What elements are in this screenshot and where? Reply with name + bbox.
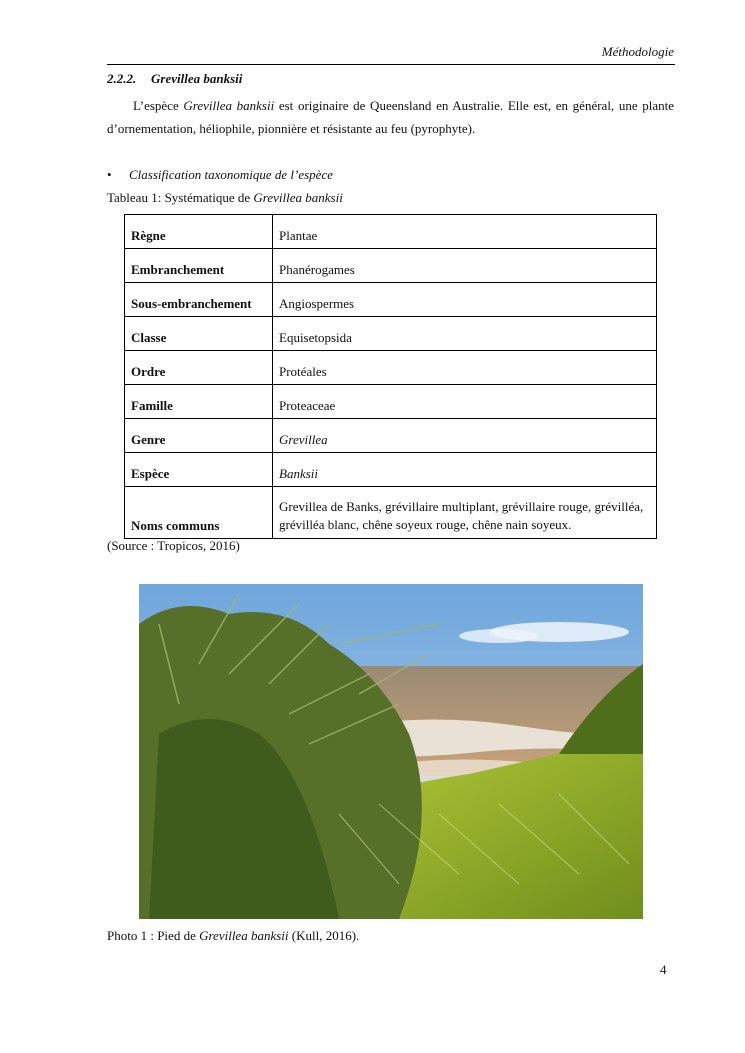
section-heading <box>107 71 242 87</box>
taxon-rank: Noms communs <box>125 487 273 539</box>
section-title: Grevillea banksii <box>151 71 243 86</box>
intro-paragraph <box>107 94 674 140</box>
taxon-value: Equisetopsida <box>273 317 657 351</box>
taxon-value: Phanérogames <box>273 249 657 283</box>
taxon-rank: Règne <box>125 215 273 249</box>
table-row <box>125 249 657 283</box>
taxon-value: Grevillea <box>273 419 657 453</box>
taxon-rank: Embranchement <box>125 249 273 283</box>
taxon-value: Protéales <box>273 351 657 385</box>
taxon-rank: Genre <box>125 419 273 453</box>
table-caption <box>107 190 343 206</box>
table-row <box>125 385 657 419</box>
page-number: 4 <box>660 962 667 977</box>
photo-caption-suffix: (Kull, 2016). <box>288 928 360 943</box>
taxon-value: Banksii <box>273 453 657 487</box>
intro-part1: L’espèce <box>133 98 184 113</box>
photo-caption <box>107 928 359 944</box>
table-source: (Source : Tropicos, 2016) <box>107 538 240 553</box>
taxon-rank: Classe <box>125 317 273 351</box>
bullet-item <box>107 167 333 183</box>
taxon-rank: Sous-embranchement <box>125 283 273 317</box>
intro-part2: est originaire de Queensland en Australie. Elle est, en général, une plante d’ornementation, héliophile, pionnière et résistante au feu (pyrophyte). <box>107 98 675 136</box>
bullet-symbol: • <box>107 167 112 182</box>
photo-caption-species: Grevillea banksii <box>199 928 289 943</box>
table-row <box>125 317 657 351</box>
taxon-value: Grevillea de Banks, grévillaire multiplant, grévillaire rouge, grévilléa, grévilléa blanc, chêne soyeux rouge, chêne nain soyeux. <box>273 487 657 539</box>
taxon-value: Proteaceae <box>273 385 657 419</box>
table-row <box>125 351 657 385</box>
table-caption-species: Grevillea banksii <box>253 190 343 205</box>
table-row <box>125 283 657 317</box>
bullet-text: Classification taxonomique de l’espèce <box>129 167 333 182</box>
running-header: Méthodologie <box>601 44 674 59</box>
table-row <box>125 215 657 249</box>
section-number: 2.2.2. <box>107 71 137 86</box>
taxon-rank: Ordre <box>125 351 273 385</box>
taxon-value: Angiospermes <box>273 283 657 317</box>
table-caption-prefix: Tableau 1: Systématique de <box>107 190 254 205</box>
table-row <box>125 487 657 539</box>
photo-caption-prefix: Photo 1 : Pied de <box>107 928 200 943</box>
table-row <box>125 453 657 487</box>
taxon-rank: Famille <box>125 385 273 419</box>
plant-photo <box>139 584 643 919</box>
table-row <box>125 419 657 453</box>
taxon-rank: Espèce <box>125 453 273 487</box>
intro-species: Grevillea banksii <box>183 98 275 113</box>
taxon-value: Plantae <box>273 215 657 249</box>
photo-illustration <box>139 584 643 919</box>
taxonomy-table <box>124 214 657 539</box>
header-rule <box>107 64 675 65</box>
